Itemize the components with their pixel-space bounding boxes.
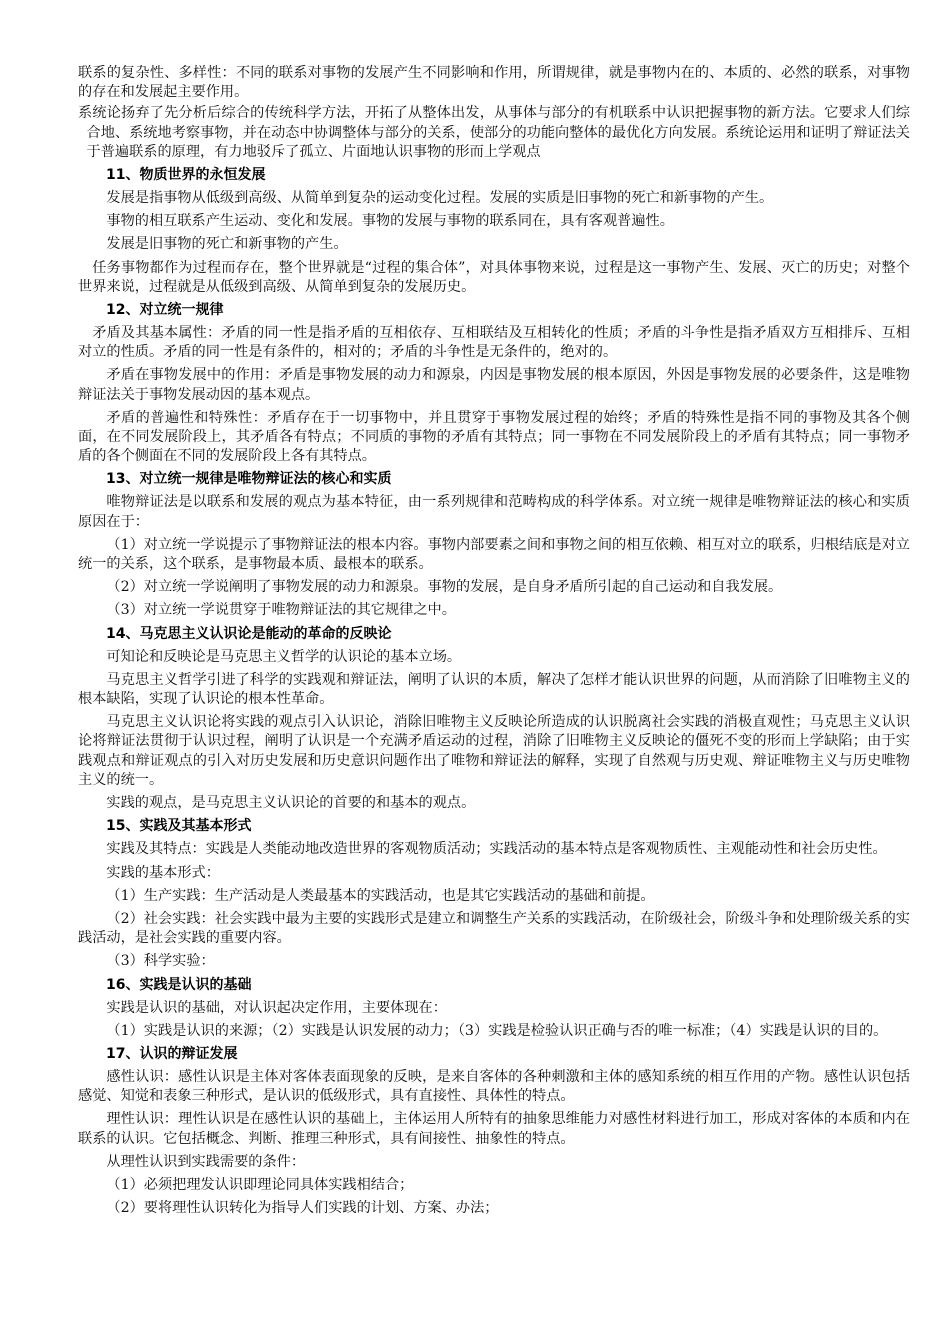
s12-paragraph-2: 矛盾在事物发展中的作用：矛盾是事物发展的动力和源泉，内因是事物发展的根本原因，外因是事物发展的必要条件，这是唯物辩证法关于事物发展动因的基本观点。 [78,367,910,403]
heading-section-16: 16、实践是认识的基础 [106,976,252,993]
s15-paragraph-2: 实践的基本形式： [106,864,220,881]
s14-paragraph-2: 马克思主义哲学引进了科学的实践观和辩证法，阐明了认识的本质，解决了怎样才能认识世界的问题，从而消除了旧唯物主义的根本缺陷，实现了认识论的根本性革命。 [78,671,910,708]
s13-item-2: （2）对立统一学说阐明了事物发展的动力和源泉。事物的发展，是自身矛盾所引起的自己运动和自我发展。 [106,579,783,596]
s11-paragraph-4: 任务事物都作为过程而存在，整个世界就是“过程的集合体”，对具体事物来说，过程是这一事物产生、发展、灭亡的历史；对整个世界来说，过程就是从低级到高级、从简单到复杂的发展历史。 [78,259,910,295]
s11-paragraph-1: 发展是指事物从低级到高级、从简单到复杂的运动变化过程。发展的实质是旧事物的死亡和新事物的产生。 [106,190,774,207]
s16-item-1: （1）实践是认识的来源；（2）实践是认识发展的动力；（3）实践是检验认识正确与否的唯一标准；（4）实践是认识的目的。 [106,1022,888,1039]
s11-paragraph-2: 事物的相互联系产生运动、变化和发展。事物的发展与事物的联系同在，具有客观普遍性。 [106,213,674,230]
s12-paragraph-3: 矛盾的普遍性和特殊性：矛盾存在于一切事物中，并且贯穿于事物发展过程的始终；矛盾的特殊性是指不同的事物及其各个侧面，在不同发展阶段上，其矛盾各有特点；不同质的事物的矛盾有其特点；同一事物在不同发展阶段上的矛盾有其特点；同一事物矛盾的各个侧面在不同的发展阶段上各有其特点。 [78,409,910,465]
s15-paragraph-1: 实践及其特点：实践是人类能动地改造世界的客观物质活动；实践活动的基本特点是客观物质性、主观能动性和社会历史性。 [106,841,887,858]
s13-item-3: （3）对立统一学说贯穿于唯物辩证法的其它规律之中。 [106,602,456,619]
s15-item-2: （2）社会实践：社会实践中最为主要的实践形式是建立和调整生产关系的实践活动，在阶级社会，阶级斗争和处理阶级关系的实践活动，是社会实践的重要内容。 [78,910,910,947]
s13-item-1: （1）对立统一学说提示了事物辩证法的根本内容。事物内部要素之间和事物之间的相互依赖、相互对立的联系，归根结底是对立统一的关系，这个联系，是事物最本质、最根本的联系。 [78,536,910,573]
s17-item-2: （2）要将理性认识转化为指导人们实践的计划、方案、办法； [106,1200,499,1217]
s16-paragraph-1: 实践是认识的基础，对认识起决定作用，主要体现在： [106,999,447,1016]
s11-paragraph-3: 发展是旧事物的死亡和新事物的产生。 [106,236,348,253]
s12-paragraph-1: 矛盾及其基本属性：矛盾的同一性是指矛盾的互相依存、互相联结及互相转化的性质；矛盾的斗争性是指矛盾双方互相排斥、互相对立的性质。矛盾的同一性是有条件的，相对的；矛盾的斗争性是无条件的，绝对的。 [78,325,910,361]
paragraph-systems-theory: 系统论扬弃了先分析后综合的传统科学方法，开拓了从整体出发，从事体与部分的有机联系中认识把握事物的新方法。它要求人们综合地、系统地考察事物，并在动态中协调整体与部分的关系，使部分的功能向整体的最优化方向发展。系统论运用和证明了辩证法关于普遍联系的原理，有力地驳斥了孤立、片面地认识事物的形而上学观点 [78,105,910,160]
s17-paragraph-3: 从理性认识到实践需要的条件： [106,1153,306,1170]
s14-paragraph-1: 可知论和反映论是马克思主义哲学的认识论的基本立场。 [106,648,462,665]
document-page [78,64,910,1222]
heading-section-17: 17、认识的辩证发展 [106,1045,238,1062]
heading-section-13: 13、对立统一规律是唯物辩证法的核心和实质 [106,471,392,488]
paragraph-connection-complexity: 联系的复杂性、多样性：不同的联系对事物的发展产生不同影响和作用，所谓规律，就是事物内在的、本质的、必然的联系，对事物的存在和发展起主要作用。 [78,65,910,101]
heading-section-14: 14、马克思主义认识论是能动的革命的反映论 [106,625,392,642]
heading-section-15: 15、实践及其基本形式 [106,818,252,835]
s15-item-1: （1）生产实践：生产活动是人类最基本的实践活动，也是其它实践活动的基础和前提。 [106,887,655,904]
s17-paragraph-2: 理性认识：理性认识是在感性认识的基础上，主体运用人所特有的抽象思维能力对感性材料进行加工，形成对客体的本质和内在联系的认识。它包括概念、判断、推理三种形式，具有间接性、抽象性的特点。 [78,1111,910,1147]
s17-paragraph-1: 感性认识：感性认识是主体对客体表面现象的反映，是来自客体的各种刺激和主体的感知系统的相互作用的产物。感性认识包括感觉、知觉和表象三种形式，是认识的低级形式，具有直接性、具体性的特点。 [78,1068,910,1105]
s14-paragraph-4: 实践的观点，是马克思主义认识论的首要的和基本的观点。 [106,795,476,812]
s13-paragraph-1: 唯物辩证法是以联系和发展的观点为基本特征，由一系列规律和范畴构成的科学体系。对立统一规律是唯物辩证法的核心和实质原因在于： [78,494,910,530]
s14-paragraph-3: 马克思主义认识论将实践的观点引入认识论，消除旧唯物主义反映论所造成的认识脱离社会实践的消极直观性；马克思主义认识论将辩证法贯彻于认识过程，阐明了认识是一个充满矛盾运动的过程，消除了旧唯物主义反映论的僵死不变的形而上学缺陷；由于实践观点和辩证观点的引入对历史发展和历史意识问题作出了唯物和辩证法的解释，实现了自然观与历史观、辩证唯物主义与历史唯物主义的统一。 [78,714,910,788]
s15-item-3: （3）科学实验： [106,953,215,970]
s17-item-1: （1）必须把理发认识即理论同具体实践相结合； [106,1176,414,1193]
heading-section-12: 12、对立统一规律 [106,302,224,319]
heading-section-11: 11、物质世界的永恒发展 [106,167,266,184]
